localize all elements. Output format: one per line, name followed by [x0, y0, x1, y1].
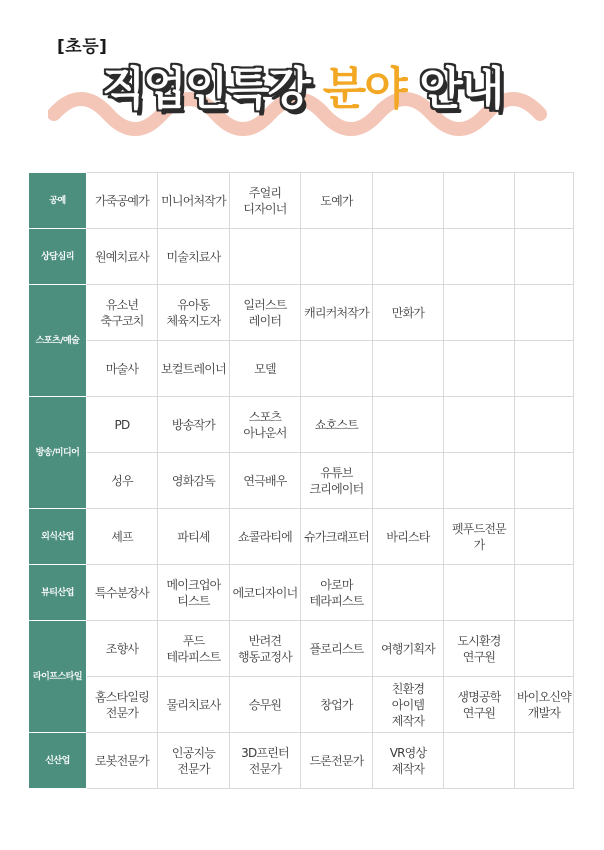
job-cell: 원예치료사: [87, 229, 158, 285]
empty-cell: [444, 453, 515, 509]
job-cell: 유소년 축구코치: [87, 285, 158, 341]
job-cell: 생명공학 연구원: [444, 677, 515, 733]
job-cell: 인공지능 전문가: [158, 733, 230, 789]
job-cell: 가죽공예가: [87, 173, 158, 229]
job-cell: VR영상 제작자: [373, 733, 444, 789]
row-sports-arts-2: [29, 341, 574, 397]
category-lifestyle: 라이프스타일: [29, 621, 87, 733]
title-highlight: 분야: [322, 62, 406, 115]
empty-cell: [301, 229, 373, 285]
job-cell: 유아동 체육지도자: [158, 285, 230, 341]
job-cell: 영화감독: [158, 453, 230, 509]
title-text-1: 직업인특강: [101, 62, 323, 115]
job-cell: 물리치료사: [158, 677, 230, 733]
empty-cell: [444, 229, 515, 285]
row-counseling: [29, 229, 574, 285]
category-sports-arts: 스포츠/예술: [29, 285, 87, 397]
empty-cell: [515, 509, 574, 565]
row-sports-arts-1: [29, 285, 574, 341]
empty-cell: [515, 453, 574, 509]
row-media-1: [29, 397, 574, 453]
row-crafts: [29, 173, 574, 229]
category-new-industry: 신산업: [29, 733, 87, 789]
empty-cell: [515, 397, 574, 453]
empty-cell: [515, 341, 574, 397]
title-banner: [0, 40, 604, 150]
job-cell: 메이크업아 티스트: [158, 565, 230, 621]
job-cell: 도예가: [301, 173, 373, 229]
job-cell: 모델: [230, 341, 301, 397]
job-cell: 바이오신약 개발자: [515, 677, 574, 733]
row-new-industry: [29, 733, 574, 789]
job-cell: 보컬트레이너: [158, 341, 230, 397]
job-cell: 홈스타일링 전문가: [87, 677, 158, 733]
grade-tag: [초등]: [57, 37, 108, 57]
job-cell: 성우: [87, 453, 158, 509]
job-cell: 마술사: [87, 341, 158, 397]
job-cell: 창업가: [301, 677, 373, 733]
job-cell: 방송작가: [158, 397, 230, 453]
job-cell: 쇼호스트: [301, 397, 373, 453]
job-cell: 에코디자이너: [230, 565, 301, 621]
job-cell: 승무원: [230, 677, 301, 733]
empty-cell: [373, 173, 444, 229]
job-cell: 아로마 테라피스트: [301, 565, 373, 621]
empty-cell: [515, 621, 574, 677]
job-cell: 로봇전문가: [87, 733, 158, 789]
job-cell: 푸드 테라피스트: [158, 621, 230, 677]
job-cell: 플로리스트: [301, 621, 373, 677]
job-cell: 유튜브 크리에이터: [301, 453, 373, 509]
job-cell: 조향사: [87, 621, 158, 677]
empty-cell: [373, 229, 444, 285]
empty-cell: [444, 565, 515, 621]
job-cell: 만화가: [373, 285, 444, 341]
job-cell: 3D프린터 전문가: [230, 733, 301, 789]
job-cell: 셰프: [87, 509, 158, 565]
empty-cell: [373, 453, 444, 509]
category-beauty: 뷰티산업: [29, 565, 87, 621]
row-media-2: [29, 453, 574, 509]
job-cell: 특수분장사: [87, 565, 158, 621]
job-field-table: [28, 172, 574, 789]
empty-cell: [373, 397, 444, 453]
empty-cell: [301, 341, 373, 397]
job-cell: 슈가크래프터: [301, 509, 373, 565]
job-cell: 바리스타: [373, 509, 444, 565]
empty-cell: [444, 397, 515, 453]
job-cell: PD: [87, 397, 158, 453]
empty-cell: [515, 565, 574, 621]
empty-cell: [444, 733, 515, 789]
job-cell: 쇼콜라티에: [230, 509, 301, 565]
empty-cell: [444, 285, 515, 341]
empty-cell: [373, 565, 444, 621]
empty-cell: [515, 229, 574, 285]
empty-cell: [230, 229, 301, 285]
job-cell: 파티셰: [158, 509, 230, 565]
job-cell: 펫푸드전문 가: [444, 509, 515, 565]
row-beauty: [29, 565, 574, 621]
job-cell: 캐리커처작가: [301, 285, 373, 341]
category-media: 방송/미디어: [29, 397, 87, 509]
job-cell: 연극배우: [230, 453, 301, 509]
job-cell: 주얼리 디자이너: [230, 173, 301, 229]
category-food: 외식산업: [29, 509, 87, 565]
empty-cell: [515, 733, 574, 789]
category-crafts: 공예: [29, 173, 87, 229]
empty-cell: [444, 341, 515, 397]
job-cell: 일러스트 레이터: [230, 285, 301, 341]
job-cell: 미니어처작가: [158, 173, 230, 229]
job-cell: 스포츠 아나운서: [230, 397, 301, 453]
job-cell: 드론전문가: [301, 733, 373, 789]
row-lifestyle-2: [29, 677, 574, 733]
empty-cell: [373, 341, 444, 397]
empty-cell: [515, 285, 574, 341]
empty-cell: [515, 173, 574, 229]
row-food: [29, 509, 574, 565]
job-cell: 도시환경 연구원: [444, 621, 515, 677]
category-counseling: 상담심리: [29, 229, 87, 285]
job-cell: 친환경 아이템 제작자: [373, 677, 444, 733]
job-cell: 여행기획자: [373, 621, 444, 677]
empty-cell: [444, 173, 515, 229]
job-cell: 미술치료사: [158, 229, 230, 285]
row-lifestyle-1: [29, 621, 574, 677]
page-title: [0, 52, 604, 117]
job-cell: 반려견 행동교정사: [230, 621, 301, 677]
title-text-2: 안내: [405, 62, 503, 115]
